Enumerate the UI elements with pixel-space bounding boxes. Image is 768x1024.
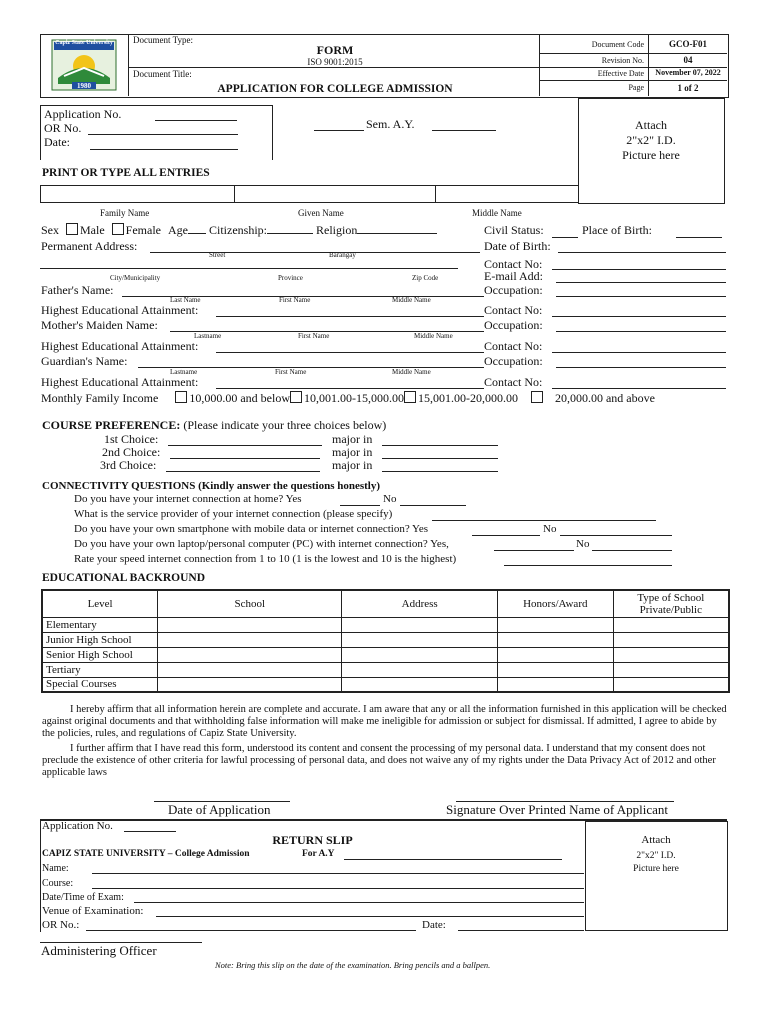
contact-label: Contact No: [484,257,543,271]
slip-app-no-label: Application No. [42,820,113,832]
table-row [42,632,729,647]
choice-3-field[interactable] [166,471,320,472]
father-contact-label: Contact No: [484,303,543,317]
income-1-label: 10,000.00 and below [189,391,290,405]
given-name-label: Given Name [298,208,344,218]
q1-no-label: No [383,493,397,505]
female-checkbox[interactable] [112,223,124,235]
father-first-label: First Name [279,296,311,304]
return-slip-title: RETURN SLIP [272,833,353,847]
middle-name-label: Middle Name [472,208,522,218]
photo-attach: Attach [635,118,667,132]
edu-table [41,589,730,693]
photo-here: Picture here [622,148,680,162]
age-label: Age [167,223,188,237]
father-occupation-label: Occupation: [484,283,543,297]
q5-field[interactable] [504,565,672,566]
guardian-middle-label: Middle Name [392,368,431,376]
photo-size: 2"x2" I.D. [626,133,676,147]
guardian-last-label: Lastname [170,368,198,376]
edu-col-honors: Honors/Award [497,590,613,617]
slip-or-field[interactable] [86,930,416,931]
q3-label: Do you have your own smartphone with mobile data or internet connection? Yes [74,523,429,535]
header-logo-cell-divider [128,34,129,96]
choice-1-major-label: major in [332,432,373,446]
choice-1-label: 1st Choice: [104,432,159,446]
street-label: Street [209,251,226,259]
slip-university: CAPIZ STATE UNIVERSITY – College Admission [42,849,250,859]
father-last-label: Last Name [170,296,201,304]
q4-label: Do you have your own laptop/personal computer (PC) with internet connection? Yes, [74,538,449,550]
date-of-application-label: Date of Application [168,802,271,817]
guardian-contact-field[interactable] [552,388,726,389]
mother-middle-label: Middle Name [414,332,453,340]
edu-row-label: Elementary [42,617,158,632]
slip-name-field[interactable] [92,873,584,874]
logo-text: Capiz State University [55,40,113,46]
header-title-divider [129,67,539,68]
family-name-label: Family Name [100,208,150,218]
mother-contact-label: Contact No: [484,339,543,353]
date-field[interactable] [90,149,238,150]
guardian-occupation-field[interactable] [556,367,726,368]
mother-hea-field[interactable] [216,352,484,353]
civil-status-label: Civil Status: [484,223,544,237]
religion-field[interactable] [357,233,437,234]
place-of-birth-field[interactable] [676,237,722,238]
father-hea-field[interactable] [216,316,484,317]
q3-yes-field[interactable] [472,535,540,536]
q2-field[interactable] [432,520,656,521]
citizenship-field[interactable] [267,233,313,234]
edu-row-label: Senior High School [42,647,158,662]
place-of-birth-label: Place of Birth: [582,223,652,237]
mother-occupation-field[interactable] [556,331,726,332]
zip-label: Zip Code [412,274,439,282]
mother-hea-label: Highest Educational Attainment: [41,339,199,353]
choice-2-major-field[interactable] [382,458,498,459]
revision-label: Revision No. [601,56,644,65]
male-checkbox[interactable] [66,223,78,235]
choice-2-field[interactable] [170,458,320,459]
effective-date-label: Effective Date [597,69,644,78]
income-3-label: 15,001.00-20,000.00 [417,391,518,405]
q4-no-label: No [576,538,590,550]
sex-row [41,223,437,238]
slip-name-label: Name: [42,863,69,874]
guardian-first-label: First Name [275,368,307,376]
slip-venue-field[interactable] [156,916,584,917]
effective-date: November 07, 2022 [655,68,721,77]
income-4-label: 20,000.00 and above [554,391,655,405]
given-name-box[interactable] [234,185,436,203]
mother-contact-field[interactable] [552,352,726,353]
guardian-label: Guardian's Name: [41,354,128,368]
edu-col-school: School [158,590,342,617]
slip-course-label: Course: [42,878,74,889]
guardian-occupation-label: Occupation: [484,354,543,368]
q1-label: Do you have your internet connection at home? Yes [74,493,302,505]
father-middle-label: Middle Name [392,296,431,304]
choice-2-label: 2nd Choice: [102,445,161,459]
father-label: Father's Name: [41,283,114,297]
q4-no-field[interactable] [592,550,672,551]
slip-datetime-field[interactable] [134,902,584,903]
edu-col-address: Address [342,590,497,617]
male-label: Male [80,223,105,237]
income-1-checkbox[interactable] [175,391,187,403]
table-row [42,677,729,692]
choice-3-label: 3rd Choice: [100,458,157,472]
income-2-label: 10,001.00-15,000.00 [303,391,404,405]
table-row [42,662,729,677]
slip-photo-attach: Attach [641,834,671,846]
iso-label: ISO 9001:2015 [307,57,363,67]
sem-field[interactable] [314,130,364,131]
q5-label: Rate your speed internet connection from 1 to 10 (1 is the lowest and 10 is the highest) [74,553,457,565]
religion-label: Religion [315,223,358,237]
doc-title-label: Document Title: [133,69,192,79]
q1-yes-field[interactable] [340,505,380,506]
slip-app-no-field[interactable] [124,831,176,832]
table-row [42,617,729,632]
affirmation-2: I further affirm that I have read this form, understood its content and consent the processing of my personal data. I understand that my consent does not preclude the existence of other criteria for lawful processing of personal data, and does not waive any of my rights under the Data Privacy Act of 2012 and other applicable laws [42,743,716,778]
edu-row-label: Tertiary [42,662,158,677]
edu-row-label: Special Courses [42,677,158,692]
father-contact-field[interactable] [552,316,726,317]
slip-venue-label: Venue of Examination: [42,905,144,917]
slip-note: Note: Bring this slip on the date of the examination. Bring pencils and a ballpen. [215,960,491,970]
app-no-label: Application No. [44,107,122,121]
civil-status-field[interactable] [552,237,578,238]
email-label: E-mail Add: [484,269,543,283]
slip-ay-label: For A.Y [302,849,335,859]
slip-ay-field[interactable] [344,859,562,860]
slip-datetime-label: Date/Time of Exam: [42,892,124,903]
father-hea-label: Highest Educational Attainment: [41,303,199,317]
slip-photo-here: Picture here [633,864,679,874]
course-title: COURSE PREFERENCE: [42,418,181,432]
page-number: 1 of 2 [677,83,699,93]
logo-year: 1980 [77,82,91,90]
q3-no-label: No [543,523,557,535]
mother-first-label: First Name [298,332,330,340]
or-no-field[interactable] [88,134,238,135]
doc-type-label: Document Type: [133,35,193,45]
citizenship-label: Citizenship: [208,223,267,237]
ay-field[interactable] [432,130,496,131]
choice-1-field[interactable] [168,445,322,446]
city-label: City/Municipality [110,274,161,282]
q4-yes-field[interactable] [494,550,574,551]
revision: 04 [683,55,693,65]
edu-col-level: Level [42,590,158,617]
income-row [41,391,655,406]
q3-no-field[interactable] [560,535,672,536]
income-label: Monthly Family Income [41,391,159,405]
sem-label: Sem. A.Y. [366,117,415,131]
or-no-label: OR No. [44,121,82,135]
q1-no-field[interactable] [400,505,466,506]
slip-course-field[interactable] [92,888,584,889]
mother-label: Mother's Maiden Name: [41,318,158,332]
doc-code: GCO-F01 [669,39,707,49]
mother-last-label: Lastname [194,332,222,340]
print-all-heading: PRINT OR TYPE ALL ENTRIES [42,167,210,179]
choice-1-major-field[interactable] [382,445,498,446]
doc-code-label: Document Code [591,40,644,49]
income-4-checkbox[interactable] [531,391,543,403]
slip-date-label: Date: [422,919,446,931]
choice-2-major-label: major in [332,445,373,459]
address-label: Permanent Address: [41,239,138,253]
doc-title: APPLICATION FOR COLLEGE ADMISSION [217,83,453,95]
date-label: Date: [44,135,70,149]
app-no-field[interactable] [155,120,237,121]
edu-col-type: Type of School Private/Public [613,590,729,617]
doc-type: FORM [316,43,354,57]
q2-label: What is the service provider of your internet connection (please specify) [74,508,393,520]
choice-3-major-label: major in [332,458,373,472]
father-occupation-field[interactable] [556,296,726,297]
table-row [42,647,729,662]
contact-field[interactable] [552,269,726,270]
guardian-hea-field[interactable] [216,388,484,389]
address-street-field[interactable] [150,252,480,253]
connectivity-title: CONNECTIVITY QUESTIONS (Kindly answer the questions honestly) [42,480,381,492]
course-heading [42,418,386,433]
email-field[interactable] [556,282,726,283]
slip-or-label: OR No.: [42,919,80,931]
slip-photo-size: 2"x2" I.D. [636,851,676,861]
income-2-checkbox[interactable] [290,391,302,403]
dob-field[interactable] [558,252,726,253]
course-note: (Please indicate your three choices below) [183,418,387,432]
mother-occupation-label: Occupation: [484,318,543,332]
guardian-contact-label: Contact No: [484,375,543,389]
edu-title: EDUCATIONAL BACKROUND [42,572,206,584]
choice-3-major-field[interactable] [382,471,498,472]
sex-label: Sex [41,223,59,237]
edu-row-label: Junior High School [42,632,158,647]
signature-label: Signature Over Printed Name of Applicant [446,802,669,817]
administering-officer-label: Administering Officer [41,943,157,958]
address-city-field[interactable] [40,268,458,269]
slip-date-field[interactable] [458,930,584,931]
female-label: Female [125,223,161,237]
affirmation-1: I hereby affirm that all information herein are complete and accurate. I am aware that any or all the information furnished in this application will be checked against original documents and that withholding false information will make me ineligible for admission or subject for dismissal. If admitted, I agree to abide by the policies, rules, and regulations of Capiz State University. [42,704,727,739]
dob-label: Date of Birth: [484,239,551,253]
guardian-hea-label: Highest Educational Attainment: [41,375,199,389]
middle-name-box[interactable] [435,185,579,203]
province-label: Province [278,274,303,282]
barangay-label: Barangay [329,251,356,259]
income-3-checkbox[interactable] [404,391,416,403]
family-name-box[interactable] [40,185,235,203]
page-label: Page [628,83,644,92]
